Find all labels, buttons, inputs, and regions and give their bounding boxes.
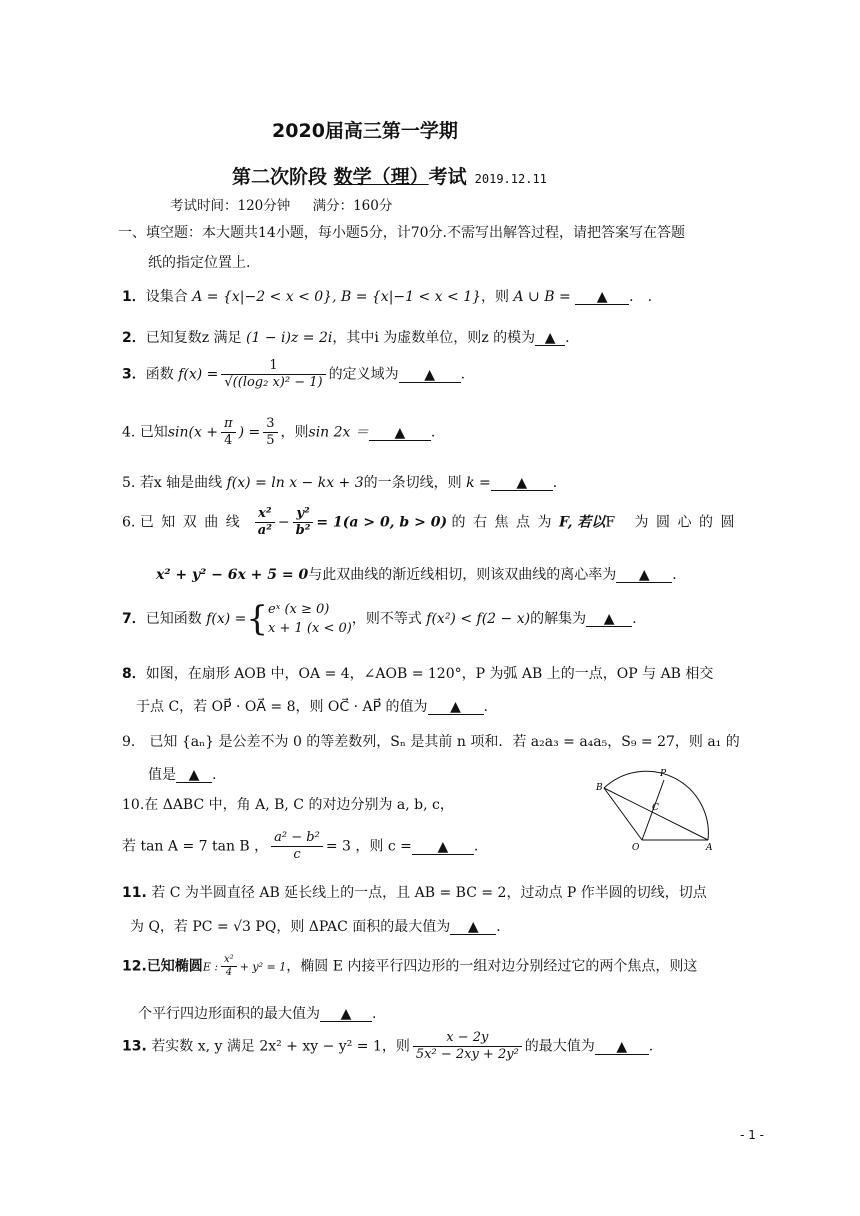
math-expr: A ∪ B = [513, 289, 571, 305]
math-expr: + y² = 1 [239, 960, 287, 974]
answer-blank: ▲ [616, 568, 672, 583]
fraction-numerator: x² [221, 954, 237, 967]
question-text: ，椭圆 E 内接平行四边形的一组对边分别经过它的两个焦点，则这 [286, 958, 698, 975]
question-6: 6. 已知双曲线 $\frac{\text{x²}}{\text{a²}}$ − $\frac{\text{y²}}{\text{b²}}$ = 1(a > 0, b > 0) 的右焦点为F, 若以F 为圆心的圆 [122, 506, 742, 538]
answer-blank: ▲ [450, 920, 496, 935]
fraction-numerator: 1 [221, 358, 325, 375]
question-text: 在 ΔABC 中，角 A, B, C 的对边分别为 a, b, c， [144, 797, 454, 813]
fraction [413, 1030, 522, 1063]
exam-date: 2019.12.11 [474, 172, 547, 186]
math-expr: sin(x + [167, 424, 219, 441]
question-tail: . [672, 567, 677, 583]
question-number: 10. [122, 797, 145, 813]
question-number: 13. [122, 1038, 147, 1055]
label-b: B [596, 783, 603, 793]
question-text: x 轴是曲线 [153, 475, 223, 491]
question-text: 若实数 x, y 满足 2x² + xy − y² = 1，则 [151, 1038, 410, 1055]
segment-ob [604, 788, 642, 840]
question-text: ，则不等式 [351, 611, 422, 627]
fraction-numerator: y² [293, 506, 314, 523]
question-text: 的右焦点为 [451, 514, 560, 531]
question-text: 为 Q，若 PC = √3 PQ，则 ΔPAC 面积的最大值为 [130, 919, 451, 935]
question-text: 个平行四边形面积的最大值为 [138, 1006, 320, 1022]
question-number: 11. [122, 885, 147, 901]
question-tail: . [552, 475, 558, 491]
question-text: 已知复数 [145, 330, 202, 346]
fraction [293, 506, 314, 539]
exam-title: 2020届高三第一学期 [272, 120, 458, 142]
question-11-line-2 [130, 916, 790, 936]
exam-score: 满分：160分 [312, 198, 393, 214]
fraction-numerator: π [221, 416, 236, 433]
fraction [271, 830, 323, 863]
answer-blank: ▲ [176, 768, 212, 783]
question-text: 的解集为 [530, 611, 587, 627]
question-11 [122, 882, 782, 902]
question-tail: . [496, 919, 501, 935]
subtitle-part-c: 考试 [428, 166, 467, 188]
subtitle-part-a: 第二次阶段 [232, 166, 334, 188]
fraction-denominator: 4 [224, 433, 233, 448]
fraction [255, 506, 275, 539]
question-tail: . [473, 838, 479, 855]
answer-blank: ▲ [428, 700, 484, 715]
question-text: 已知 {aₙ} 是公差不为 0 的等差数列，Sₙ 是其前 n 项和．若 a₂a₃ = a₄a₅，S₉ = 27，则 a₁ 的 [149, 734, 740, 750]
question-text: 已知函数 [145, 611, 202, 627]
question-text: F 为圆心的圆 [605, 514, 742, 531]
fraction-denominator: √((log₂ x)² − 1) [224, 375, 323, 390]
fraction-denominator: 5 [266, 433, 275, 448]
fraction-numerator: a² − b² [271, 830, 323, 847]
question-text: 若 tan A = 7 tan B ， [122, 838, 269, 855]
question-text: ，其中 [332, 330, 375, 346]
question-number: 1． [122, 289, 146, 305]
question-text: 值是 [148, 767, 176, 783]
question-text: 如图，在扇形 AOB 中，OA = 4，∠AOB = 120°，P 为弧 AB 上的一点，OP 与 AB 相交 [145, 666, 714, 682]
question-2 [122, 327, 782, 347]
fraction-denominator: 4 [225, 967, 233, 978]
question-text: 于点 C，若 OP⃗ · OA⃗ = 8，则 OC⃗ · AP⃗ 的值为 [136, 699, 428, 715]
exam-subtitle [232, 162, 547, 189]
question-number: 7． [122, 611, 146, 627]
question-number: 12. [122, 958, 147, 975]
fraction-numerator: x − 2y [413, 1030, 522, 1047]
exam-meta [170, 194, 410, 214]
question-text: 的一条切线，则 [363, 475, 462, 491]
question-tail: . [212, 767, 217, 783]
question-text: 若 [139, 475, 154, 491]
section-line-1: 一、填空题：本大题共14小题，每小题5分，计70分.不需写出解答过程，请把答案写在答题 [118, 225, 685, 241]
math-expr: sin 2x ＝ [308, 424, 369, 441]
math-expr: f(x) = [206, 611, 247, 627]
math-expr: = 1(a > 0, b > 0) [316, 514, 448, 531]
fraction-denominator: 5x² − 2xy + 2y² [415, 1047, 519, 1062]
question-text: 设集合 [145, 289, 188, 305]
section-line-2: 纸的指定位置上. [148, 255, 251, 271]
answer-blank: ▲ [535, 331, 565, 346]
question-9 [122, 731, 782, 751]
question-text: ，则 [280, 424, 309, 441]
question-text: 已知双曲线 [139, 514, 248, 531]
math-expr: f(x) = [178, 366, 219, 383]
segment-ab [604, 788, 708, 840]
question-text: 已知椭圆 [146, 958, 203, 975]
math-expr: E : [202, 960, 219, 974]
question-number: 4. [122, 424, 136, 441]
page-number: - 1 - [740, 1128, 764, 1142]
question-3 [122, 358, 782, 391]
label-o: O [632, 843, 640, 852]
question-text: z 的模为 [481, 330, 536, 346]
math-expr: A = {x|−2 < x < 0}, B = {x|−1 < x < 1} [192, 289, 482, 305]
fraction [221, 416, 236, 449]
question-number: 8． [122, 666, 146, 682]
question-tail: . [483, 699, 488, 715]
question-tail: . [648, 1038, 654, 1055]
label-p: P [660, 769, 667, 779]
fraction [221, 358, 325, 391]
fraction-numerator: x² [255, 506, 275, 523]
section-heading [118, 218, 778, 278]
question-tail: . [430, 424, 436, 441]
case-line: eˣ (x ≥ 0) [268, 602, 330, 617]
fraction [221, 954, 237, 979]
math-expr: (1 − i)z = 2i [246, 330, 333, 346]
question-number: 9． [122, 734, 145, 750]
question-6-line-2 [156, 564, 816, 584]
fraction-denominator: c [293, 847, 301, 862]
question-tail: ． . [629, 289, 653, 305]
label-a: A [706, 843, 713, 852]
answer-blank: ▲ [320, 1007, 372, 1022]
piecewise-cases [268, 600, 352, 638]
math-expr: F, 若以 [559, 514, 606, 531]
question-8 [122, 663, 782, 683]
exam-time: 考试时间：120分钟 [170, 198, 291, 214]
answer-blank: ▲ [399, 368, 461, 383]
question-text: 的定义域为 [328, 366, 399, 383]
question-text: z 满足 [201, 330, 242, 346]
answer-blank: ▲ [586, 612, 632, 627]
math-expr: x² + y² − 6x + 5 = 0 [156, 567, 309, 583]
label-c: C [652, 803, 659, 813]
answer-blank: ▲ [412, 840, 474, 855]
subtitle-subject: 数学（理） [333, 166, 429, 188]
question-tail: . [372, 1006, 377, 1022]
question-13 [122, 1030, 782, 1063]
math-expr: k = [466, 475, 491, 491]
math-expr: f(x²) < f(2 − x) [426, 611, 531, 627]
question-5 [122, 472, 782, 492]
question-text: 函数 [145, 366, 174, 383]
question-text: 与此双曲线的渐近线相切，则该双曲线的离心率为 [308, 567, 617, 583]
fraction [263, 416, 277, 449]
answer-blank: ▲ [369, 426, 431, 441]
question-number: 2． [122, 330, 146, 346]
question-tail: . [460, 366, 466, 383]
question-text: 的最大值为 [524, 1038, 595, 1055]
question-12-line-2 [138, 1003, 798, 1023]
fraction-denominator: b² [295, 523, 311, 538]
question-12 [122, 954, 782, 979]
question-8-line-2 [136, 696, 796, 716]
question-4 [122, 416, 782, 449]
fraction-numerator: 3 [263, 416, 277, 433]
question-number: 3． [122, 366, 146, 383]
answer-blank: ▲ [491, 476, 553, 491]
question-1 [122, 286, 782, 306]
question-text: = 3 ，则 c = [325, 838, 412, 855]
question-tail: . [565, 330, 570, 346]
case-brace: { [246, 599, 269, 639]
question-text: 已知 [139, 424, 168, 441]
case-line: x + 1 (x < 0) [268, 621, 352, 636]
answer-blank: ▲ [575, 290, 629, 305]
question-text: i 为虚数单位，则 [374, 330, 482, 346]
question-number: 5. [122, 475, 136, 491]
sector-figure [594, 762, 718, 852]
question-text: 若 C 为半圆直径 AB 延长线上的一点，且 AB = BC = 2，过动点 P 作半圆的切线，切点 [151, 885, 707, 901]
question-text: ，则 [481, 289, 510, 305]
question-7 [122, 600, 782, 638]
question-tail: . [632, 611, 637, 627]
answer-blank: ▲ [595, 1040, 649, 1055]
question-number: 6. [122, 514, 136, 531]
math-expr: ) = [238, 424, 261, 441]
fraction-denominator: a² [257, 523, 272, 538]
math-expr: f(x) = ln x − kx + 3 [226, 475, 364, 491]
